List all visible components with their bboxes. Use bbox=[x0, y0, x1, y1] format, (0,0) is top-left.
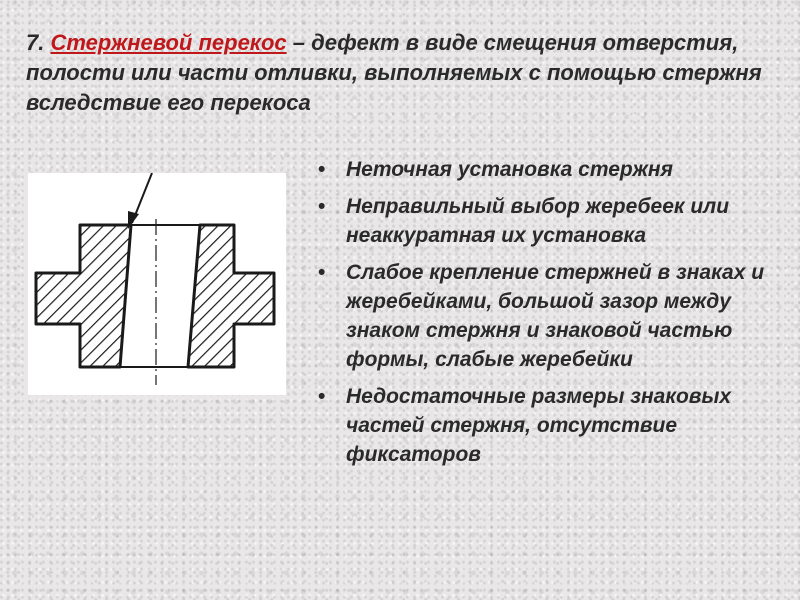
bullet-text: Неточная установка стержня bbox=[346, 158, 673, 181]
casting-diagram bbox=[28, 173, 286, 395]
pointer-arrow-head bbox=[128, 211, 139, 229]
bullet-dot-icon: • bbox=[318, 158, 326, 181]
bullet-dot-icon: • bbox=[318, 195, 326, 218]
title-number: 7. bbox=[26, 30, 51, 55]
slide-title bbox=[26, 28, 776, 118]
bullet-dot-icon: • bbox=[318, 261, 326, 284]
bullet-dot-icon: • bbox=[318, 385, 326, 408]
bullet-item bbox=[316, 155, 776, 184]
bullet-text: Неправильный выбор жеребеек или неаккуратная их установка bbox=[346, 195, 730, 247]
title-term: Стержневой перекос bbox=[50, 30, 287, 55]
title-definition: – дефект в виде смещения отверстия, полости или части отливки, выполняемых с помощью стержня вследствие его перекоса bbox=[26, 30, 762, 115]
casting-core-shift-icon bbox=[28, 173, 286, 395]
casting-left-wall bbox=[36, 225, 131, 367]
bullet-text: Слабое крепление стержней в знаках и жеребейками, большой зазор между знаком стержня и знаковой частью формы, слабые жеребейки bbox=[346, 261, 765, 371]
bullet-text: Недостаточные размеры знаковых частей стержня, отсутствие фиксаторов bbox=[346, 385, 732, 466]
bullet-item bbox=[316, 192, 776, 250]
bullet-item bbox=[316, 258, 776, 374]
bullet-list bbox=[316, 155, 776, 477]
casting-right-wall bbox=[188, 225, 274, 367]
bullet-item bbox=[316, 382, 776, 469]
